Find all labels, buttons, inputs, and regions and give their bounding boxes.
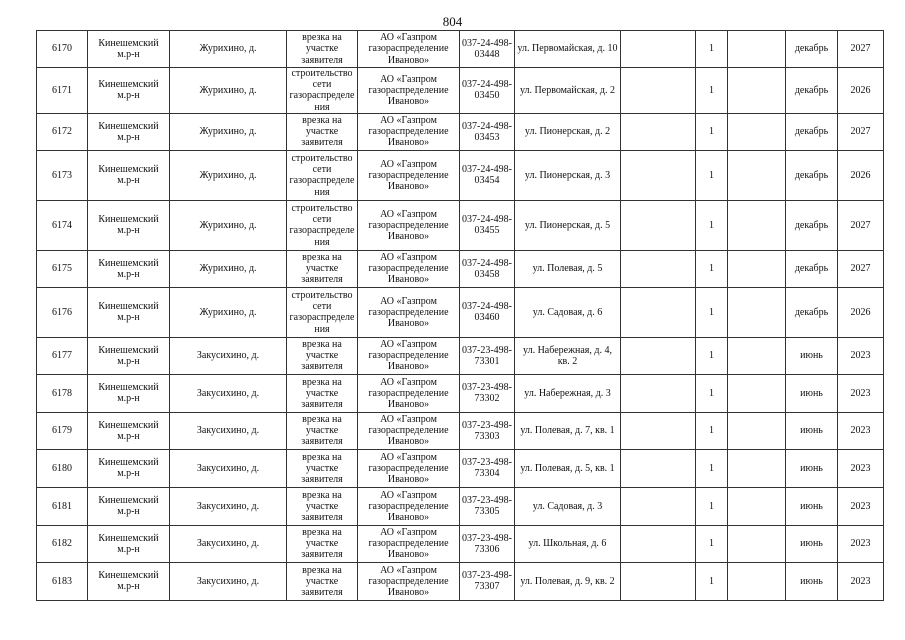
connection-method-cell: врезка на участке заявителя	[287, 487, 358, 525]
table-row	[37, 250, 884, 287]
year-cell: 2023	[838, 449, 884, 487]
locality-cell: Закусихино, д.	[170, 337, 287, 374]
table-row	[37, 200, 884, 250]
district-cell: Кинешемский м.р-н	[88, 374, 170, 412]
locality-cell: Журихино, д.	[170, 150, 287, 200]
connection-method-cell: строительство сети газораспределения	[287, 68, 358, 114]
district-cell: Кинешемский м.р-н	[88, 113, 170, 150]
request-code-cell: 037-23-498-73306	[460, 525, 515, 562]
connection-method-cell: врезка на участке заявителя	[287, 412, 358, 449]
locality-cell: Журихино, д.	[170, 68, 287, 114]
organization-cell: АО «Газпром газораспределение Иваново»	[358, 68, 460, 114]
quantity-cell: 1	[696, 200, 728, 250]
quantity-cell: 1	[696, 449, 728, 487]
row-number: 6181	[37, 487, 88, 525]
blank-cell	[621, 487, 696, 525]
request-code-cell: 037-23-498-73304	[460, 449, 515, 487]
month-cell: июнь	[786, 412, 838, 449]
blank-cell-2	[728, 374, 786, 412]
month-cell: декабрь	[786, 250, 838, 287]
request-code-cell: 037-24-498-03458	[460, 250, 515, 287]
blank-cell-2	[728, 449, 786, 487]
organization-cell: АО «Газпром газораспределение Иваново»	[358, 449, 460, 487]
district-cell: Кинешемский м.р-н	[88, 287, 170, 337]
year-cell: 2027	[838, 113, 884, 150]
address-cell: ул. Полевая, д. 5	[515, 250, 621, 287]
month-cell: декабрь	[786, 68, 838, 114]
connection-method-cell: строительство сети газораспределения	[287, 287, 358, 337]
locality-cell: Журихино, д.	[170, 200, 287, 250]
locality-cell: Закусихино, д.	[170, 412, 287, 449]
quantity-cell: 1	[696, 562, 728, 600]
connection-method-cell: врезка на участке заявителя	[287, 113, 358, 150]
blank-cell-2	[728, 200, 786, 250]
quantity-cell: 1	[696, 412, 728, 449]
request-code-cell: 037-23-498-73302	[460, 374, 515, 412]
row-number: 6178	[37, 374, 88, 412]
month-cell: декабрь	[786, 287, 838, 337]
connection-method-cell: строительство сети газораспределения	[287, 150, 358, 200]
address-cell: ул. Пионерская, д. 5	[515, 200, 621, 250]
organization-cell: АО «Газпром газораспределение Иваново»	[358, 150, 460, 200]
page-number: 804	[442, 14, 463, 29]
request-code-cell: 037-24-498-03453	[460, 113, 515, 150]
quantity-cell: 1	[696, 525, 728, 562]
address-cell: ул. Полевая, д. 7, кв. 1	[515, 412, 621, 449]
blank-cell	[621, 113, 696, 150]
connection-method-cell: строительство сети газораспределения	[287, 200, 358, 250]
blank-cell	[621, 68, 696, 114]
month-cell: декабрь	[786, 200, 838, 250]
table-row	[37, 562, 884, 600]
row-number: 6170	[37, 31, 88, 68]
request-code-cell: 037-24-498-03460	[460, 287, 515, 337]
row-number: 6183	[37, 562, 88, 600]
table-body	[37, 31, 884, 601]
month-cell: декабрь	[786, 113, 838, 150]
address-cell: ул. Первомайская, д. 2	[515, 68, 621, 114]
year-cell: 2026	[838, 150, 884, 200]
blank-cell-2	[728, 68, 786, 114]
organization-cell: АО «Газпром газораспределение Иваново»	[358, 487, 460, 525]
row-number: 6171	[37, 68, 88, 114]
row-number: 6176	[37, 287, 88, 337]
district-cell: Кинешемский м.р-н	[88, 68, 170, 114]
month-cell: июнь	[786, 562, 838, 600]
blank-cell-2	[728, 31, 786, 68]
request-code-cell: 037-23-498-73305	[460, 487, 515, 525]
district-cell: Кинешемский м.р-н	[88, 337, 170, 374]
blank-cell-2	[728, 562, 786, 600]
connection-method-cell: врезка на участке заявителя	[287, 337, 358, 374]
district-cell: Кинешемский м.р-н	[88, 412, 170, 449]
quantity-cell: 1	[696, 150, 728, 200]
blank-cell-2	[728, 487, 786, 525]
address-cell: ул. Пионерская, д. 3	[515, 150, 621, 200]
locality-cell: Журихино, д.	[170, 287, 287, 337]
year-cell: 2026	[838, 287, 884, 337]
connection-method-cell: врезка на участке заявителя	[287, 449, 358, 487]
blank-cell-2	[728, 525, 786, 562]
month-cell: июнь	[786, 374, 838, 412]
year-cell: 2023	[838, 562, 884, 600]
address-cell: ул. Набережная, д. 3	[515, 374, 621, 412]
locality-cell: Журихино, д.	[170, 113, 287, 150]
year-cell: 2026	[838, 68, 884, 114]
year-cell: 2023	[838, 374, 884, 412]
row-number: 6172	[37, 113, 88, 150]
locality-cell: Закусихино, д.	[170, 562, 287, 600]
organization-cell: АО «Газпром газораспределение Иваново»	[358, 525, 460, 562]
year-cell: 2027	[838, 250, 884, 287]
blank-cell	[621, 31, 696, 68]
locality-cell: Закусихино, д.	[170, 449, 287, 487]
organization-cell: АО «Газпром газораспределение Иваново»	[358, 337, 460, 374]
blank-cell	[621, 412, 696, 449]
address-cell: ул. Полевая, д. 9, кв. 2	[515, 562, 621, 600]
organization-cell: АО «Газпром газораспределение Иваново»	[358, 374, 460, 412]
connection-method-cell: врезка на участке заявителя	[287, 250, 358, 287]
year-cell: 2023	[838, 525, 884, 562]
blank-cell-2	[728, 412, 786, 449]
quantity-cell: 1	[696, 337, 728, 374]
table-row	[37, 150, 884, 200]
connection-method-cell: врезка на участке заявителя	[287, 31, 358, 68]
address-cell: ул. Садовая, д. 3	[515, 487, 621, 525]
address-cell: ул. Садовая, д. 6	[515, 287, 621, 337]
row-number: 6177	[37, 337, 88, 374]
blank-cell	[621, 250, 696, 287]
locality-cell: Журихино, д.	[170, 31, 287, 68]
address-cell: ул. Полевая, д. 5, кв. 1	[515, 449, 621, 487]
locality-cell: Закусихино, д.	[170, 487, 287, 525]
table-row	[37, 113, 884, 150]
request-code-cell: 037-24-498-03455	[460, 200, 515, 250]
request-code-cell: 037-23-498-73301	[460, 337, 515, 374]
table-row	[37, 337, 884, 374]
table-row	[37, 525, 884, 562]
table-row	[37, 68, 884, 114]
month-cell: июнь	[786, 449, 838, 487]
organization-cell: АО «Газпром газораспределение Иваново»	[358, 412, 460, 449]
request-code-cell: 037-23-498-73303	[460, 412, 515, 449]
district-cell: Кинешемский м.р-н	[88, 487, 170, 525]
row-number: 6175	[37, 250, 88, 287]
blank-cell-2	[728, 150, 786, 200]
month-cell: июнь	[786, 487, 838, 525]
row-number: 6182	[37, 525, 88, 562]
request-code-cell: 037-24-498-03454	[460, 150, 515, 200]
district-cell: Кинешемский м.р-н	[88, 525, 170, 562]
blank-cell	[621, 287, 696, 337]
row-number: 6173	[37, 150, 88, 200]
address-cell: ул. Пионерская, д. 2	[515, 113, 621, 150]
row-number: 6180	[37, 449, 88, 487]
quantity-cell: 1	[696, 250, 728, 287]
month-cell: июнь	[786, 525, 838, 562]
quantity-cell: 1	[696, 487, 728, 525]
quantity-cell: 1	[696, 113, 728, 150]
blank-cell	[621, 150, 696, 200]
connection-method-cell: врезка на участке заявителя	[287, 562, 358, 600]
year-cell: 2023	[838, 487, 884, 525]
district-cell: Кинешемский м.р-н	[88, 31, 170, 68]
registry-table	[36, 30, 884, 601]
quantity-cell: 1	[696, 287, 728, 337]
organization-cell: АО «Газпром газораспределение Иваново»	[358, 287, 460, 337]
month-cell: июнь	[786, 337, 838, 374]
blank-cell-2	[728, 337, 786, 374]
blank-cell	[621, 525, 696, 562]
district-cell: Кинешемский м.р-н	[88, 562, 170, 600]
month-cell: декабрь	[786, 31, 838, 68]
locality-cell: Закусихино, д.	[170, 525, 287, 562]
row-number: 6179	[37, 412, 88, 449]
blank-cell-2	[728, 287, 786, 337]
connection-method-cell: врезка на участке заявителя	[287, 525, 358, 562]
district-cell: Кинешемский м.р-н	[88, 250, 170, 287]
organization-cell: АО «Газпром газораспределение Иваново»	[358, 200, 460, 250]
year-cell: 2027	[838, 31, 884, 68]
request-code-cell: 037-24-498-03450	[460, 68, 515, 114]
blank-cell	[621, 374, 696, 412]
locality-cell: Закусихино, д.	[170, 374, 287, 412]
organization-cell: АО «Газпром газораспределение Иваново»	[358, 250, 460, 287]
request-code-cell: 037-23-498-73307	[460, 562, 515, 600]
year-cell: 2023	[838, 337, 884, 374]
connection-method-cell: врезка на участке заявителя	[287, 374, 358, 412]
blank-cell	[621, 337, 696, 374]
organization-cell: АО «Газпром газораспределение Иваново»	[358, 31, 460, 68]
table-row	[37, 31, 884, 68]
blank-cell	[621, 562, 696, 600]
district-cell: Кинешемский м.р-н	[88, 150, 170, 200]
blank-cell	[621, 200, 696, 250]
blank-cell-2	[728, 250, 786, 287]
table-row	[37, 287, 884, 337]
quantity-cell: 1	[696, 68, 728, 114]
quantity-cell: 1	[696, 31, 728, 68]
table-row	[37, 412, 884, 449]
blank-cell-2	[728, 113, 786, 150]
blank-cell	[621, 449, 696, 487]
district-cell: Кинешемский м.р-н	[88, 449, 170, 487]
table-row	[37, 487, 884, 525]
table-row	[37, 449, 884, 487]
month-cell: декабрь	[786, 150, 838, 200]
request-code-cell: 037-24-498-03448	[460, 31, 515, 68]
locality-cell: Журихино, д.	[170, 250, 287, 287]
district-cell: Кинешемский м.р-н	[88, 200, 170, 250]
address-cell: ул. Школьная, д. 6	[515, 525, 621, 562]
year-cell: 2027	[838, 200, 884, 250]
address-cell: ул. Набережная, д. 4, кв. 2	[515, 337, 621, 374]
organization-cell: АО «Газпром газораспределение Иваново»	[358, 113, 460, 150]
table-row	[37, 374, 884, 412]
year-cell: 2023	[838, 412, 884, 449]
row-number: 6174	[37, 200, 88, 250]
organization-cell: АО «Газпром газораспределение Иваново»	[358, 562, 460, 600]
quantity-cell: 1	[696, 374, 728, 412]
address-cell: ул. Первомайская, д. 10	[515, 31, 621, 68]
